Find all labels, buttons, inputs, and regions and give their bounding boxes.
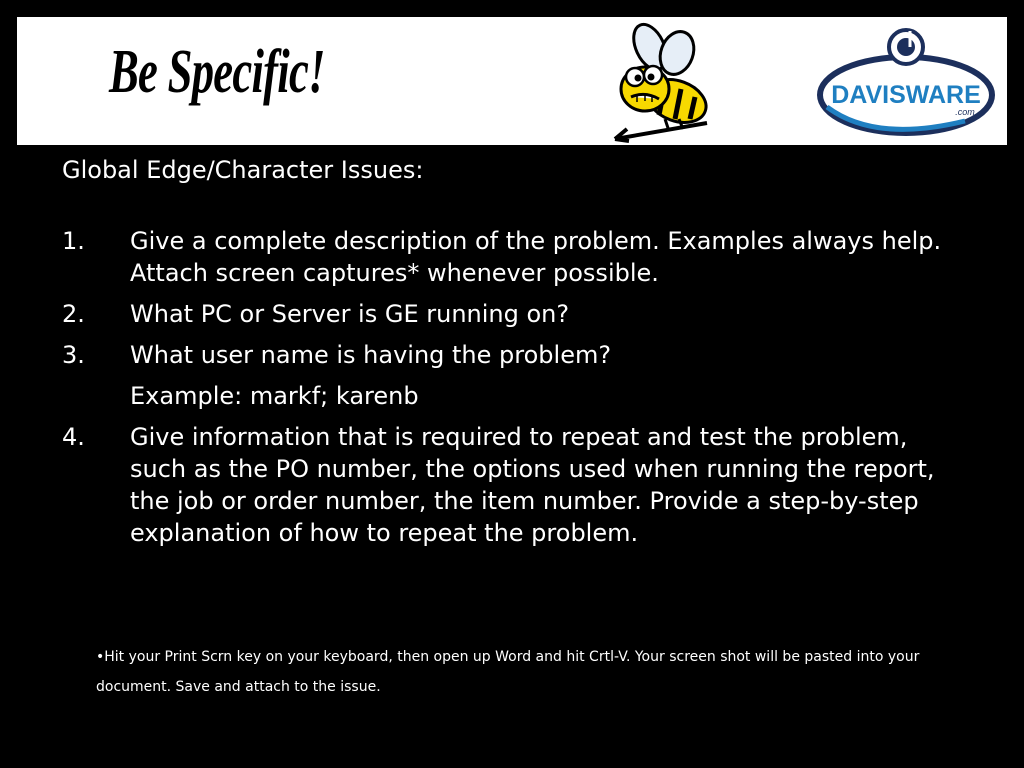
issue-checklist (62, 225, 962, 558)
bee-mascot-icon (595, 19, 715, 143)
footnote: •Hit your Print Scrn key on your keyboard, then open up Word and hit Crtl-V. Your screen shot will be pasted into your document. Save and attach to the issue. (96, 649, 920, 695)
list-item (62, 339, 962, 412)
item-example: Example: markf; karenb (130, 382, 419, 410)
item-text: What user name is having the problem? (130, 341, 612, 369)
list-item (62, 421, 962, 549)
logo-suffix: .com (955, 107, 975, 117)
item-text: Give a complete description of the problem. Examples always help. Attach screen captures* whenever possible. (130, 227, 942, 287)
item-text: Give information that is required to repeat and test the problem, such as the PO number, the options used when running the report, the job or order number, the item number. Provide a step-by-step explanation of how to repeat the problem. (130, 423, 935, 547)
item-number: 4. (62, 423, 85, 451)
item-number: 3. (62, 341, 85, 369)
davisware-logo (815, 25, 997, 139)
item-text: What PC or Server is GE running on? (130, 300, 570, 328)
slide-title: Be Specific! (109, 38, 325, 106)
section-heading: Global Edge/Character Issues: (62, 156, 424, 184)
list-item (62, 225, 962, 289)
logo-text: DAVISWARE (831, 81, 981, 109)
item-number: 2. (62, 300, 85, 328)
list-item (62, 298, 962, 330)
item-number: 1. (62, 227, 85, 255)
header-banner (17, 17, 1007, 145)
